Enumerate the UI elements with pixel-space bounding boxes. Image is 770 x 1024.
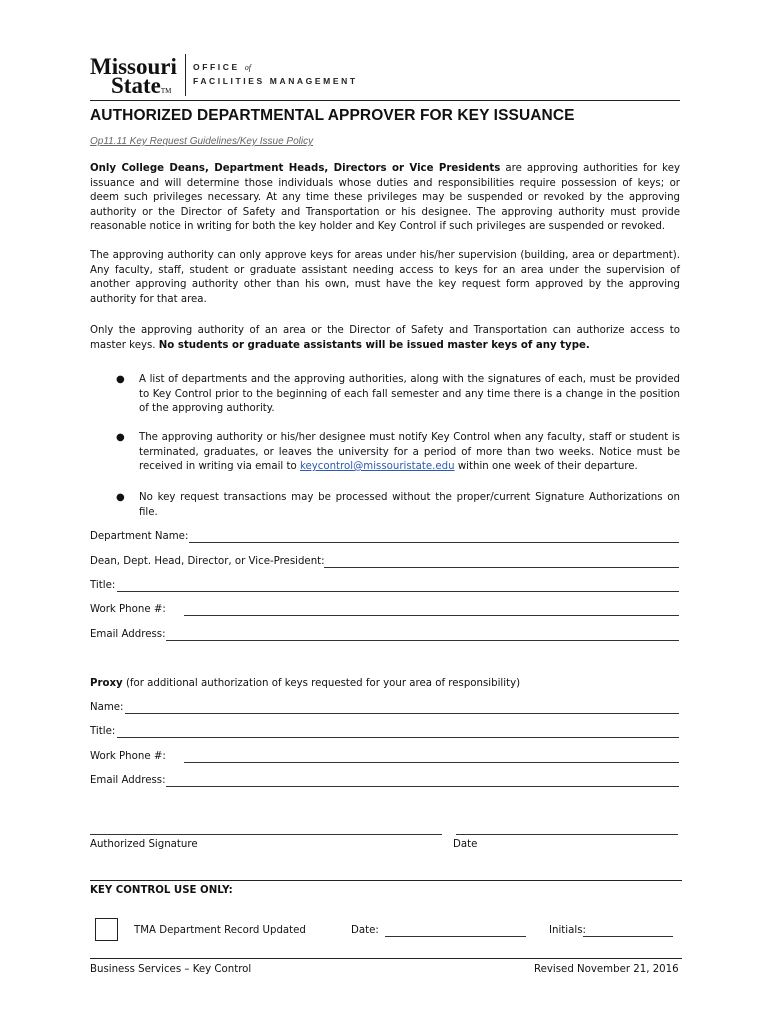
key-control-date-field[interactable] <box>385 936 526 937</box>
bullet-marker-2: ● <box>116 432 125 443</box>
bullet-department-list: A list of departments and the approving authorities, along with the signatures of each, must be provided to Key Control prior to the beginning of each fall semester and any time there is a change in the position of the approving authority. <box>139 374 680 414</box>
paragraph-approving-authorities: Only College Deans, Department Heads, Directors or Vice Presidents are approving authorities for key issuance and will determine those individuals whose duties and responsibilities require possession of keys; or deem such privileges necessary. At any time these privileges may be suspended or revoked by the approving authority or the Director of Safety and Transportation or his designee. The approving authority must provide reasonable notice in writing for both the key holder and Key Control if such privileges are suspended or revoked. <box>90 163 681 232</box>
approver-email-field[interactable] <box>166 640 679 641</box>
bullet-signature-authorizations: No key request transactions may be processed without the proper/current Signature Authorizations on file. <box>139 492 680 518</box>
proxy-title-field[interactable] <box>117 737 679 738</box>
proxy-email-label: Email Address: <box>90 775 166 786</box>
logo-state-text: StateTM <box>111 73 172 98</box>
initials-label: Initials: <box>549 925 586 936</box>
paragraph-supervision-scope: The approving authority can only approve keys for areas under his/her supervision (building, area or department). Any faculty, staff, student or graduate assistant needing access to keys for an area under the supervision of another approving authority other than his own, must have the key request form approved by the approving authority for that area. <box>90 250 680 305</box>
footer-revised-date: Revised November 21, 2016 <box>534 964 679 975</box>
record-updated-checkbox[interactable] <box>95 918 118 941</box>
logo-missouri-text: Missouri <box>90 54 177 79</box>
bullet-marker-3: ● <box>116 492 125 503</box>
logo-trademark: TM <box>160 87 172 95</box>
approver-phone-label: Work Phone #: <box>90 604 166 615</box>
proxy-phone-label: Work Phone #: <box>90 751 166 762</box>
dean-label: Dean, Dept. Head, Director, or Vice-President: <box>90 556 325 567</box>
bullet-marker-1: ● <box>116 374 125 385</box>
proxy-title-label: Title: <box>90 726 116 737</box>
signature-date-label: Date <box>453 839 478 850</box>
key-control-date-label: Date: <box>351 925 379 936</box>
paragraph-master-keys: Only the approving authority of an area or the Director of Safety and Transportation can authorize access to master keys. No students or graduate assistants will be issued master keys of any type. <box>90 325 680 351</box>
department-name-label: Department Name: <box>90 531 189 542</box>
approver-email-label: Email Address: <box>90 629 166 640</box>
proxy-name-field[interactable] <box>125 713 679 714</box>
initials-field[interactable] <box>583 936 673 937</box>
department-name-field[interactable] <box>189 542 679 543</box>
authorized-signature-label: Authorized Signature <box>90 839 198 850</box>
department-label: FACILITIES MANAGEMENT <box>193 76 358 86</box>
dean-field[interactable] <box>324 567 679 568</box>
authorized-signature-field[interactable] <box>90 834 442 835</box>
approver-title-label: Title: <box>90 580 116 591</box>
approver-title-field[interactable] <box>117 591 679 592</box>
proxy-email-field[interactable] <box>166 786 679 787</box>
key-control-top-rule <box>90 880 682 881</box>
bullet-notify-key-control: The approving authority or his/her designee must notify Key Control when any faculty, staff or student is terminated, graduates, or leaves the university for a period of more than two weeks. Notice must be received in writing via email to keycontrol@missouristate.edu within one week of their departure. <box>139 432 680 472</box>
key-control-email-link[interactable]: keycontrol@missouristate.edu <box>299 461 455 472</box>
logo-divider <box>185 54 186 96</box>
footer-left: Business Services – Key Control <box>90 964 252 975</box>
policy-reference-link[interactable]: Op11.11 Key Request Guidelines/Key Issue Policy <box>90 136 314 147</box>
record-updated-label: TMA Department Record Updated <box>134 925 306 936</box>
header-rule <box>90 100 680 101</box>
proxy-heading: Proxy (for additional authorization of keys requested for your area of responsibility) <box>90 678 521 689</box>
signature-date-field[interactable] <box>456 834 678 835</box>
key-control-heading: KEY CONTROL USE ONLY: <box>90 885 233 896</box>
footer-rule <box>90 958 682 959</box>
approver-phone-field[interactable] <box>184 615 679 616</box>
university-logo <box>90 55 185 97</box>
proxy-phone-field[interactable] <box>184 762 679 763</box>
office-label: OFFICE of <box>193 62 251 72</box>
page-title: AUTHORIZED DEPARTMENTAL APPROVER FOR KEY ISSUANCE <box>90 107 575 124</box>
proxy-name-label: Name: <box>90 702 124 713</box>
